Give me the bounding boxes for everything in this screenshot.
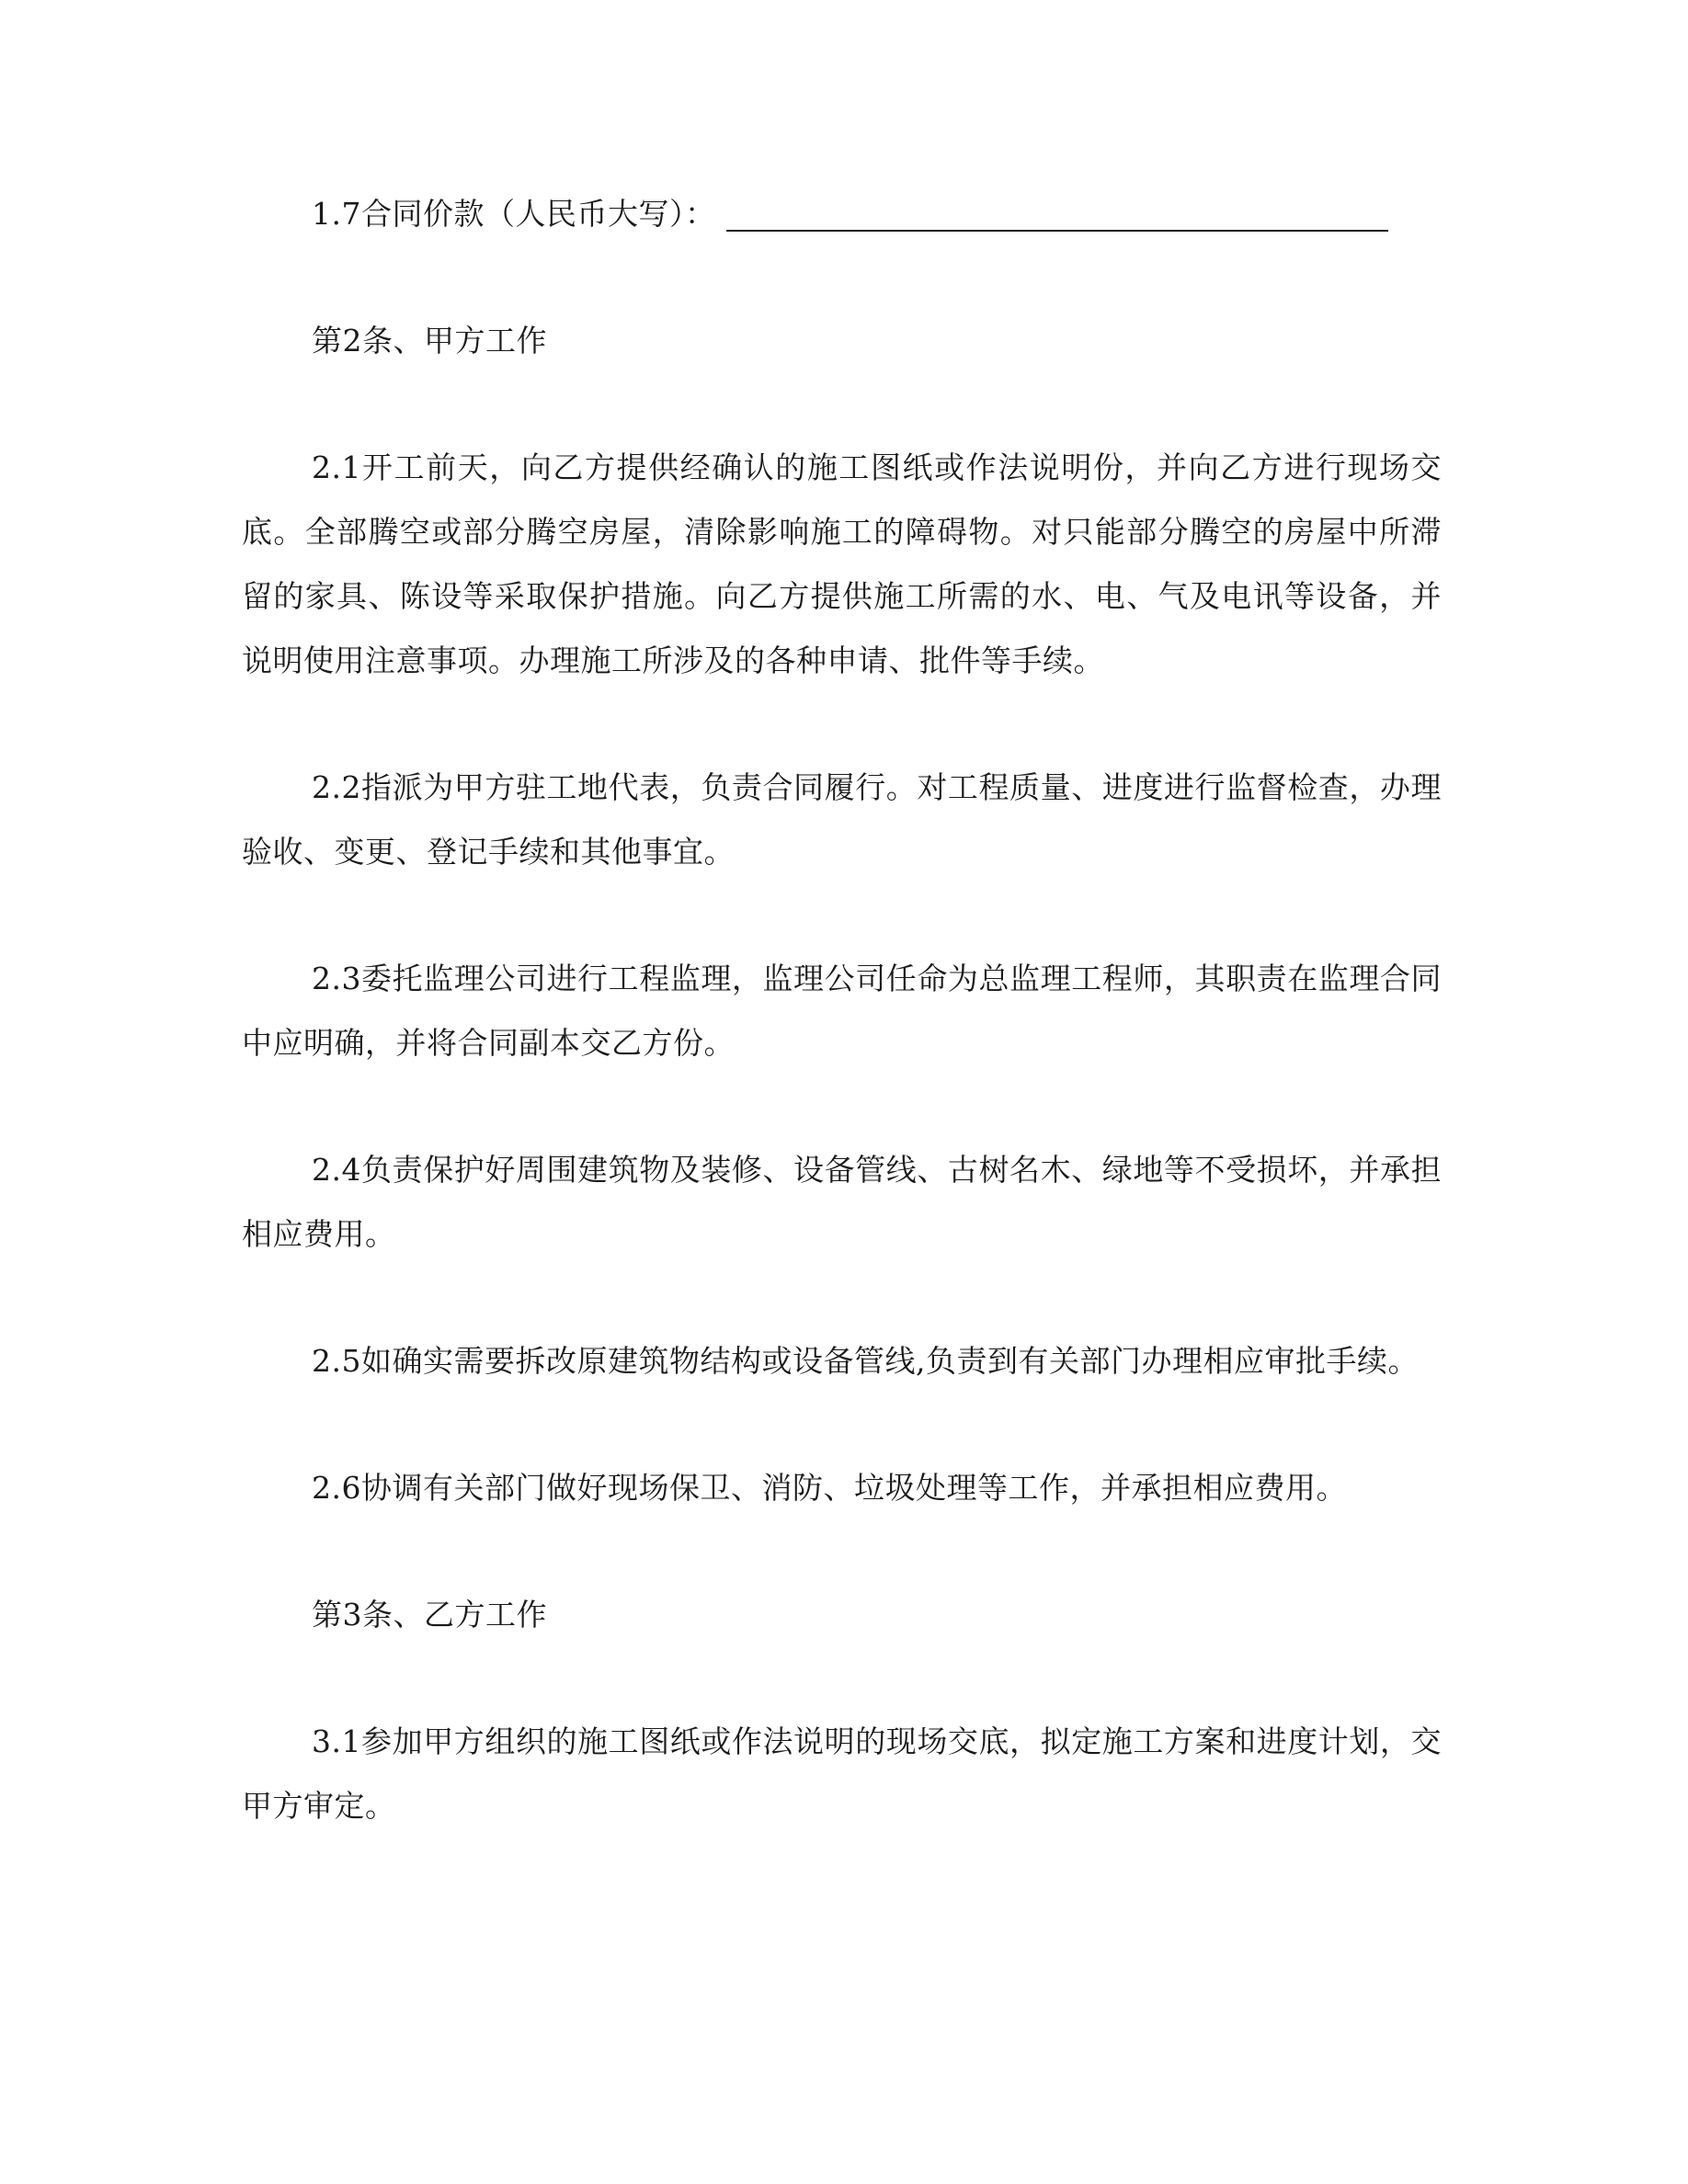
clause-2-2: 2.2指派为甲方驻工地代表，负责合同履行。对工程质量、进度进行监督检查，办理验收、变更、登记手续和其他事宜。 (242, 769, 1442, 870)
clause-3-1: 3.1参加甲方组织的施工图纸或作法说明的现场交底，拟定施工方案和进度计划，交甲方审定。 (242, 1723, 1442, 1824)
clause-2-3: 2.3委托监理公司进行工程监理，监理公司任命为总监理工程师，其职责在监理合同中应明确，并将合同副本交乙方份。 (242, 961, 1442, 1061)
clause-2-1: 2.1开工前天，向乙方提供经确认的施工图纸或作法说明份，并向乙方进行现场交底。全部腾空或部分腾空房屋，清除影响施工的障碍物。对只能部分腾空的房屋中所滞留的家具、陈设等采取保护措施。向乙方提供施工所需的水、电、气及电讯等设备，并说明使用注意事项。办理施工所涉及的各种申请、批件等手续。 (242, 449, 1442, 678)
document-page (242, 182, 1442, 1838)
contract-price-label: 1.7合同价款（人民币大写）： (312, 196, 716, 232)
clause-2-5: 2.5如确实需要拆改原建筑物结构或设备管线,负责到有关部门办理相应审批手续。 (312, 1343, 1419, 1379)
contract-price-blank (726, 229, 1388, 232)
clause-2-6: 2.6协调有关部门做好现场保卫、消防、垃圾处理等工作，并承担相应费用。 (312, 1470, 1347, 1506)
clause-2-4: 2.4负责保护好周围建筑物及装修、设备管线、古树名木、绿地等不受损坏，并承担相应费用。 (242, 1152, 1442, 1252)
article-3-title: 第3条、乙方工作 (312, 1597, 547, 1632)
contract-price-line (242, 182, 1442, 246)
article-2-title: 第2条、甲方工作 (312, 323, 547, 358)
